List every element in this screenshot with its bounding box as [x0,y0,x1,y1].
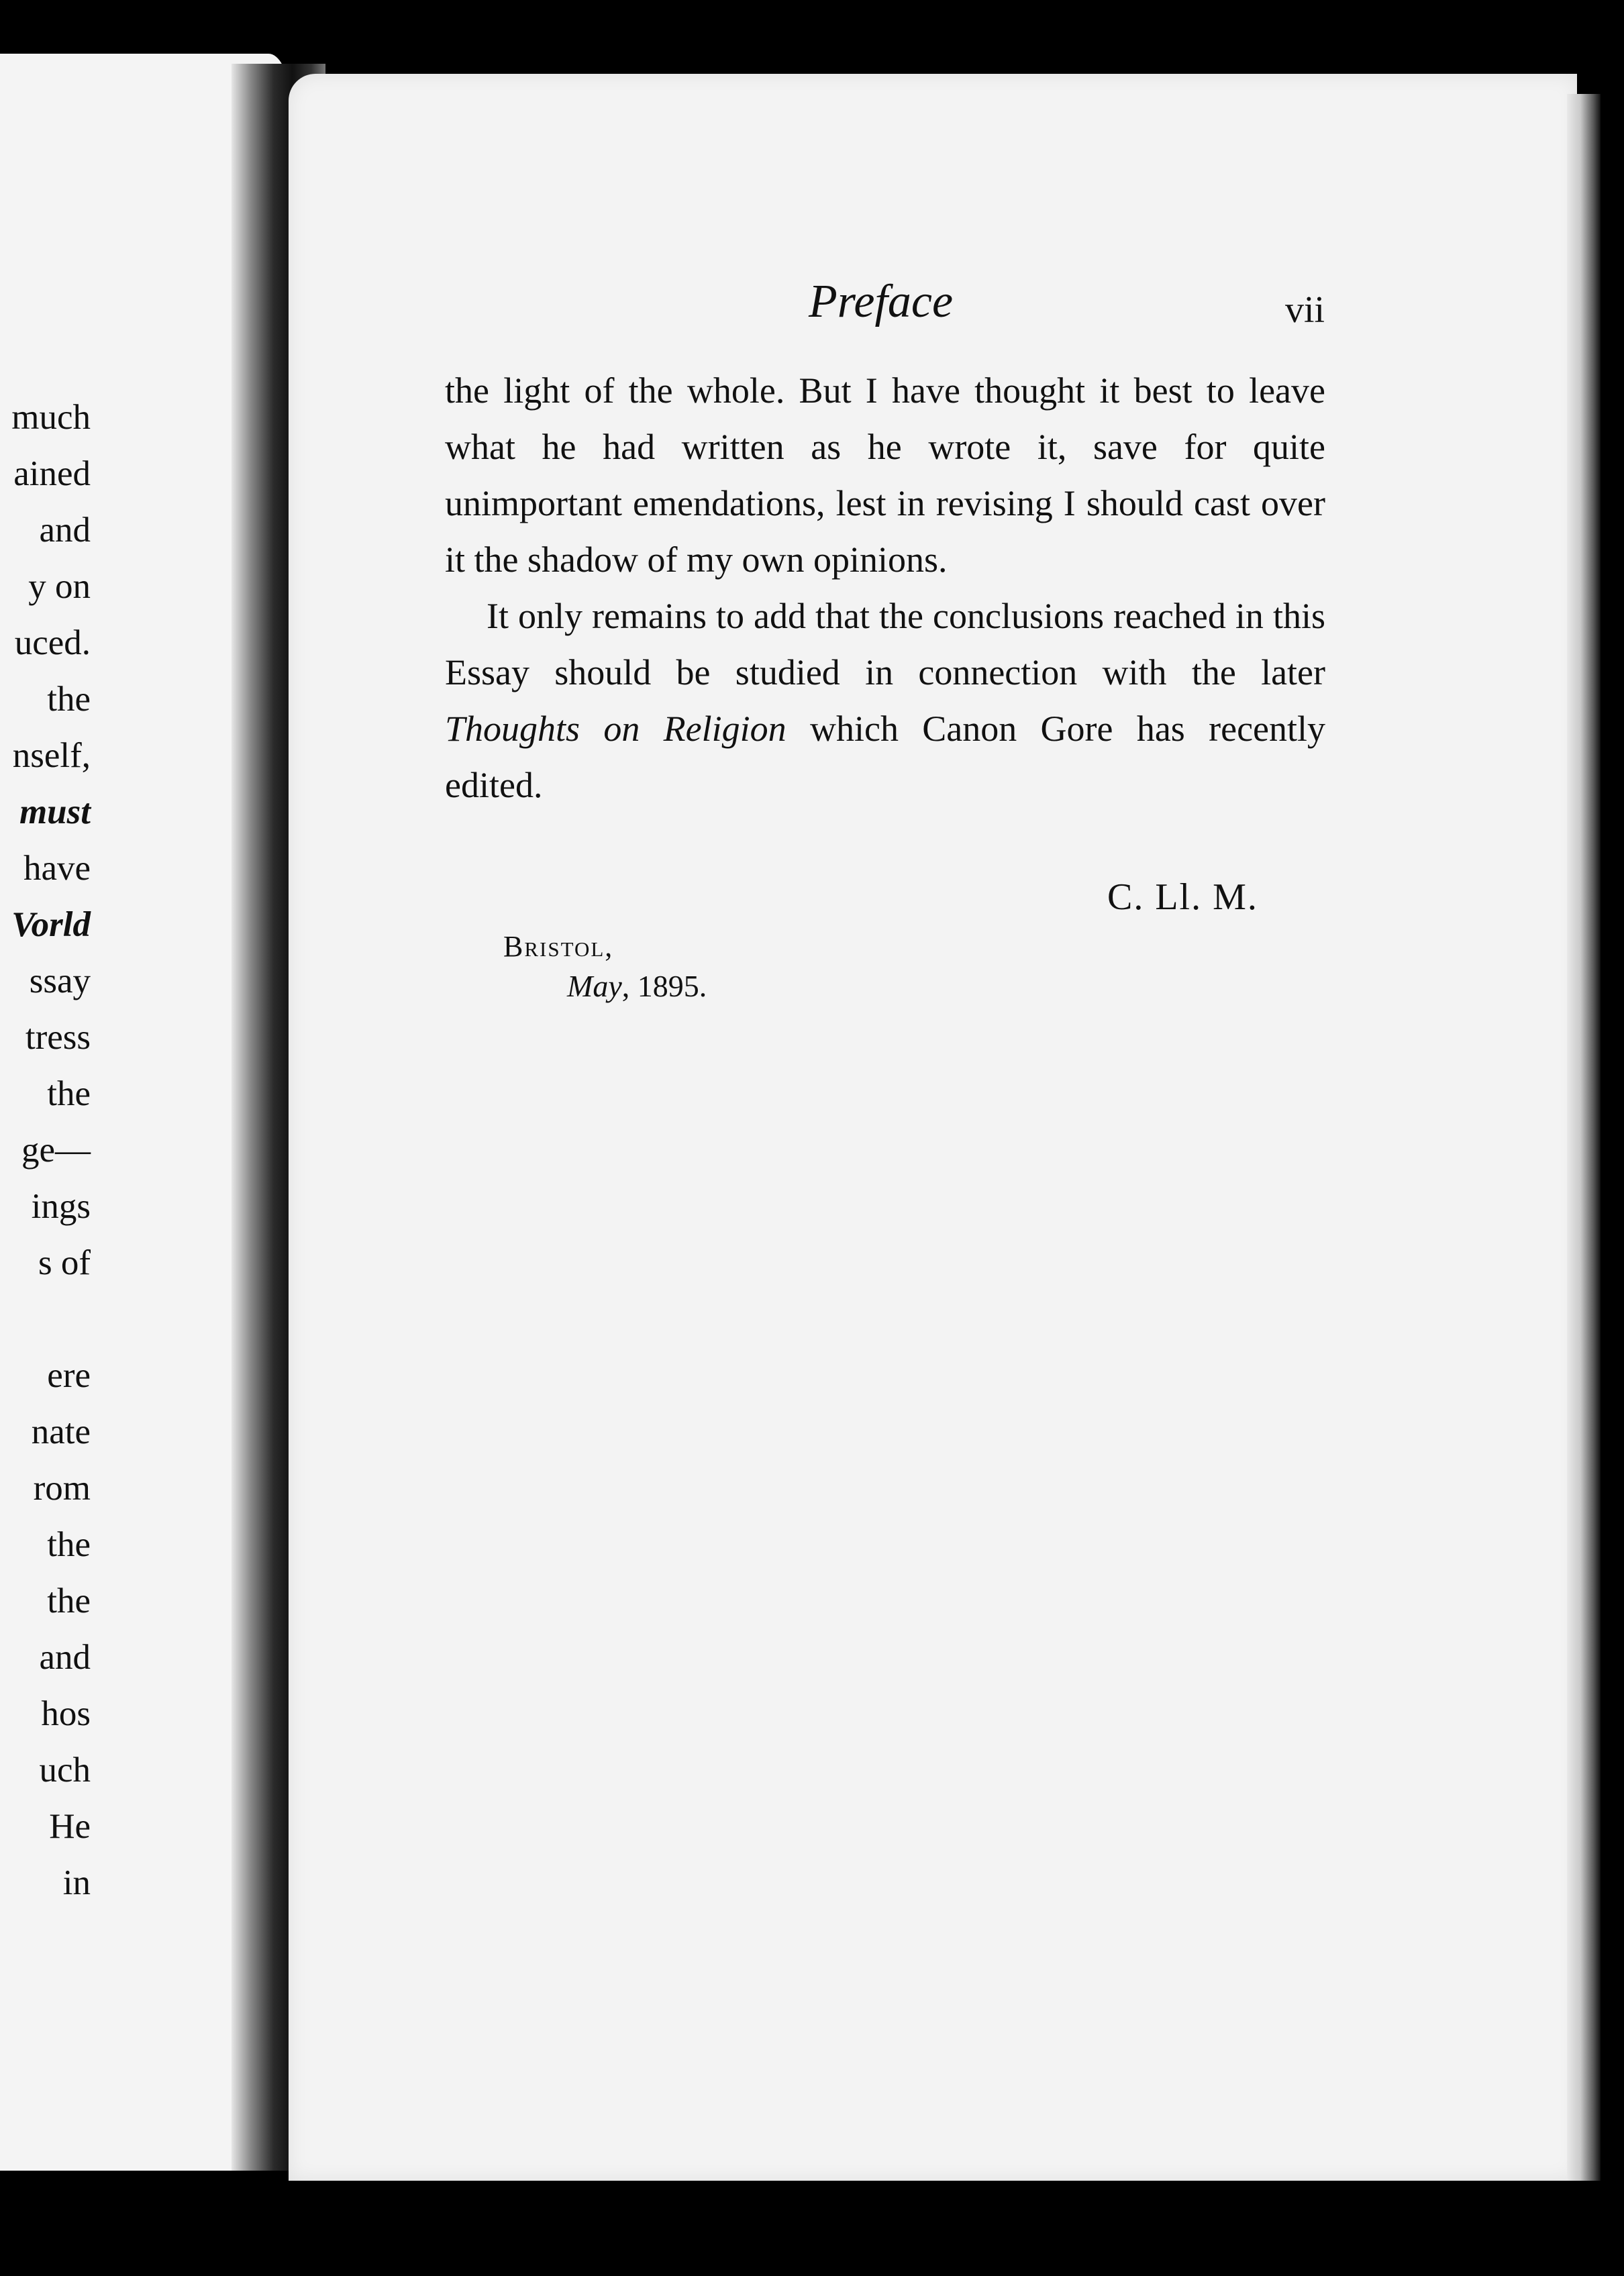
fragment-line: ained [13,454,91,493]
fragment-line: and [39,1638,91,1677]
fragment-line: ge— [21,1131,91,1170]
fragment-line: and [39,511,91,550]
fragment-line: nate [31,1412,91,1451]
fragment-line: ings [31,1187,91,1226]
author-initials: C. Ll. M. [1107,876,1258,918]
date-month: May [567,969,622,1003]
fragment-line: He [49,1807,91,1846]
fragment-line: the [47,1582,91,1620]
date-year: , 1895. [621,969,707,1003]
fragment-line: ere [47,1356,91,1395]
fragment-line: the [47,1525,91,1564]
fragment-line: uch [39,1751,91,1790]
body-text [445,362,1325,813]
fragment-line: much [11,398,91,437]
paragraph [445,588,1325,813]
fragment-line: rom [33,1469,91,1508]
paragraph: the light of the whole. But I have thought it best to leave what he had written as he wrote it, save for quite unimportant emendations, lest in revising I should cast over it the shadow of my own opinions. [445,370,1325,580]
paragraph-text: which Canon Gore has recently edited. [445,709,1326,805]
fragment-line: Vorld [11,905,91,944]
page-number: vii [1285,289,1325,331]
date-line [567,968,707,1004]
fragment-line: uced. [14,623,91,662]
fragment-line: have [23,849,91,888]
book-title-italic: Thoughts on Religion [445,709,786,749]
running-head: Preface [809,276,954,327]
fragment-line: s of [38,1243,91,1282]
fragment-line: the [47,680,91,719]
fragment-line: the [47,1074,91,1113]
fragment-line: ssay [29,962,91,1000]
fragment-line: nself, [12,736,91,775]
fragment-line: in [62,1863,91,1902]
fragment-line: y on [28,567,91,606]
place-line: Bristol, [503,930,614,963]
fragment-line: tress [25,1018,91,1057]
fragment-line: hos [41,1694,91,1733]
paragraph-text: It only remains to add that the conclusions reached in this Essay should be studied in connection with the later [445,596,1325,692]
fragment-line: must [19,792,91,831]
page-edge-shadow [1567,94,1601,2181]
